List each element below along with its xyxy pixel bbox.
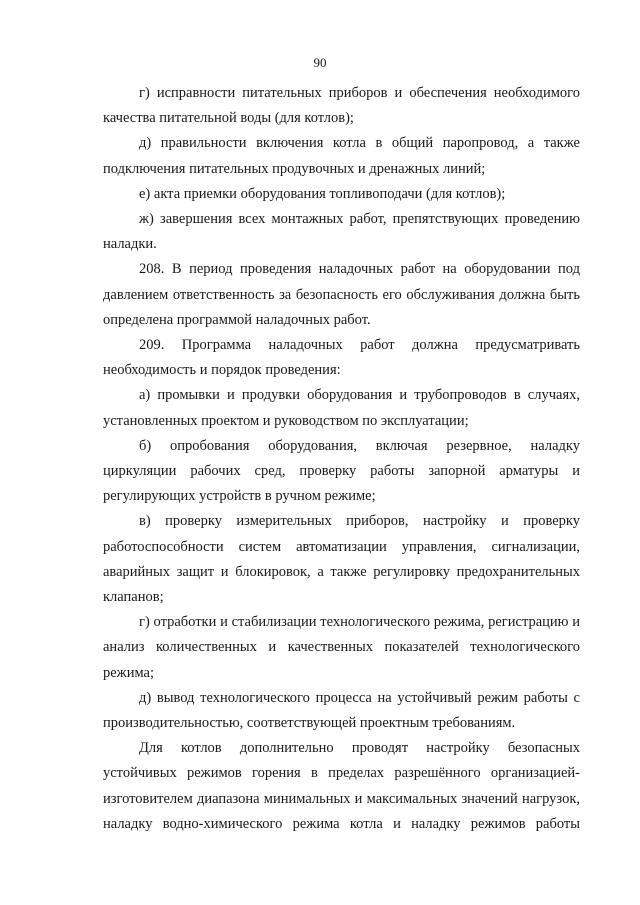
paragraph-209: 209. Программа наладочных работ должна предусматривать необходимость и порядок проведения:: [103, 337, 580, 379]
paragraph-zh-installation-complete: ж) завершения всех монтажных работ, препятствующих проведению наладки.: [103, 211, 580, 253]
paragraph-v-instruments: в) проверку измерительных приборов, настройку и проверку работоспособности систем автоматизации управления, сигнализации, аварийных защит и блокировок, а также регулировку предохранительных клапанов;: [103, 513, 580, 606]
paragraph-d-boiler-connection: д) правильности включения котла в общий паропровод, а также подключения питательных продувочных и дренажных линий;: [103, 135, 580, 177]
paragraph-boilers-additional: Для котлов дополнительно проводят настройку безопасных устойчивых режимов горения в пределах разрешённого организацией-изготовителем диапазона минимальных и максимальных значений нагрузок, наладку водно-химического режима котла и наладку режимов работы: [103, 740, 580, 832]
paragraph-d-steady-state: д) вывод технологического процесса на устойчивый режим работы с производительностью, соответствующей проектным требованиям.: [103, 689, 580, 732]
paragraph-a-flushing: а) промывки и продувки оборудования и трубопроводов в случаях, установленных проектом и руководством по эксплуатации;: [103, 387, 580, 429]
paragraph-208: 208. В период проведения наладочных работ на оборудовании под давлением ответственность за безопасность его обслуживания должна быть определена программой наладочных работ.: [103, 261, 580, 328]
paragraph-e-fuel-acceptance: е) акта приемки оборудования топливоподачи (для котлов);: [139, 185, 506, 202]
paragraph-g-process-mode: г) отработки и стабилизации технологического режима, регистрацию и анализ количественных и качественных показателей технологического режима;: [103, 614, 580, 681]
paragraph-b-testing: б) опробования оборудования, включая резервное, наладку циркуляции рабочих сред, проверку работы запорной арматуры и регулирующих устройств в ручном режиме;: [103, 437, 580, 505]
page-number: 90: [313, 55, 327, 70]
document-body: [103, 81, 580, 837]
paragraph-g-feedwater: г) исправности питательных приборов и обеспечения необходимого качества питательной воды (для котлов);: [103, 85, 580, 127]
